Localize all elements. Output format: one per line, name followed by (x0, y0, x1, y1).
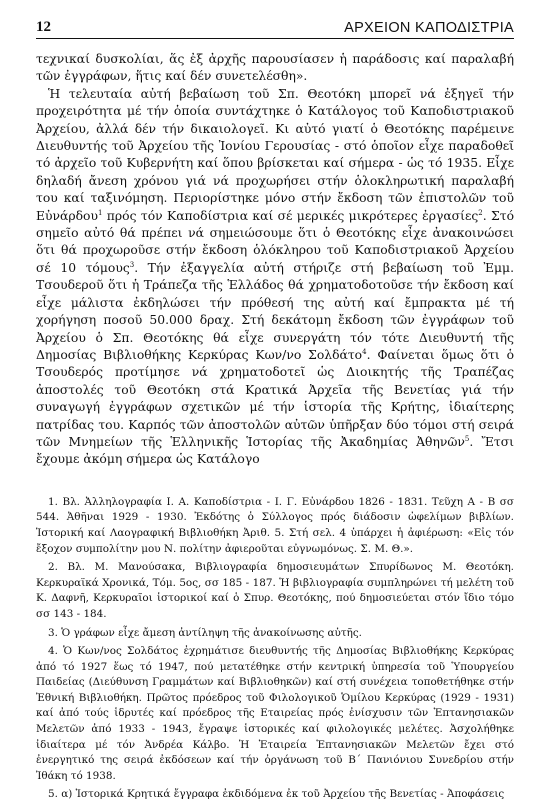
footnote-2: 2. Βλ. Μ. Μανούσακα, Βιβλιογραφία δημοσιευμάτων Σπυρίδωνος Μ. Θεοτόκη. Κερκυραϊκά Χρονικά, Τόμ. 5ος, σσ 185 - 187. Ἡ βιβλιογραφία συμπληρώνει τή μελέτη τοῦ Κ. Δαφνῆ, Κερκυραῖοι ἱστορικοί καί ὁ Σπυρ. Θεοτόκης, πού δημοσιεύεται στόν ἴδιο τόμο σσ 143 - 184. (36, 561, 514, 620)
footnote-4: 4. Ὁ Κων/νος Σολδάτος ἐχρημάτισε διευθυντής τῆς Δημοσίας Βιβλιοθήκης Κερκύρας ἀπό τό 1927 ἕως τό 1947, πού μετατέθηκε στήν κεντρική ὑπηρεσία τοῦ Ὑπουργείου Παιδείας (Διεύθυνση Γραμμάτων καί Βιβλιοθηκῶν) καί στή συνέχεια τοποθετήθηκε στήν Ἐθνική Βιβλιοθήκη. Πρῶτος πρόεδρος τοῦ Φιλολογικοῦ Ὁμίλου Κερκύρας (1929 - 1931) καί ἀπό τούς ἱδρυτές καί πρόεδρος τῆς Εταιρείας πρός ἐνίσχυσιν τῶν Ἑπτανησιακῶν Μελετῶν ἀπό 1933 - 1943, ἔγραψε ἱστορικές καί φιλολογικές μελέτες. Ἀσχολήθηκε ἰδιαίτερα μέ τόν Ἀνδρέα Κάλβο. Ἡ Ἑταιρεία Ἑπτανησιακῶν Μελετῶν ἔχει στό ἐνεργητικό της σειρά ἐκδόσεων καί τήν ὀργάνωση τοῦ Β΄ Πανιόνιου Συνεδρίου στήν Ἰθάκη τό 1938. (36, 645, 514, 782)
paragraph-text-segment: πρός τόν Καποδίστρια καί σέ μερικές μικρότερες ἐργασίες (102, 208, 479, 223)
main-text (36, 51, 514, 469)
paragraph-continuation: τεχνικαί δυσκολίαι, ἅς ἐξ ἀρχῆς παρουσίασεν ἡ παράδοσις καί παραλαβή τῶν ἐγγράφων, ἥτις καί δέν συνετελέσθη». (36, 52, 514, 84)
footnote-marker: 2 (478, 208, 483, 217)
footnote-3: 3. Ὁ γράφων εἶχε ἄμεση ἀντίληψη τῆς ἀνακοίνωσης αὐτῆς. (48, 626, 362, 639)
paragraph-text-segment: Ἡ τελευταία αὐτή βεβαίωση τοῦ Σπ. Θεοτόκη μπορεῖ νά ἐξηγεῖ τήν προχειρότητα μέ τήν ὁποία συντάχτηκε ὁ Κατάλογος τοῦ Καποδιστριακοῦ Ἀρχείου, ἀλλά δέν τήν δικαιολογεῖ. Κι αὐτό γιατί ὁ Θεοτόκης παρέμεινε Διευθυντής τοῦ Ἀρχείου τῆς Ἰονίου Γερουσίας - στό ὁποῖον εἶχε παραδοθεῖ τό ἀρχεῖο τοῦ Κυβερνήτη καί ὅπου βρίσκεται καί σήμερα - ὡς τό 1935. Εἶχε δηλαδή ἄνεση χρόνου γιά νά προχωρήσει στήν ὁλοκληρωτική παραλαβή του καί ταξινόμηση. Περιορίστηκε μόνο στήν ἔκδοση τῶν ἐπιστολῶν τοῦ Εὐνάρδου (36, 86, 514, 223)
paragraph (36, 86, 514, 469)
page-number: 12 (36, 19, 51, 35)
page-header (36, 14, 514, 39)
paragraph-text-segment: . Τήν ἐξαγγελία αὐτή στήριζε στή βεβαίωση τοῦ Ἐμμ. Τσουδεροῦ ὅτι ἡ Τράπεζα τῆς Ἑλλάδος θά χρηματοδοτοῦσε τήν ἔκδοση καί εἶχε μάλιστα ἐκδηλώσει τήν πρόθεσή της αὐτή καί ἔμπρακτα μέ τή χορήγηση ποσοῦ 50.000 δραχ. Στή δεκάτομη ἔκδοση τῶν ἐγγράφων τοῦ Ἀρχείου ὁ Σπ. Θεοτόκης θά εἶχε συνεργάτη τόν τότε Διευθυντή τῆς Δημοσίας Βιβλιοθήκης Κερκύρας Κων/νο Σολδάτο (36, 260, 514, 362)
footnote-1: 1. Βλ. Ἀλληλογραφία Ι. Α. Καποδίστρια - Ι. Γ. Εὐνάρδου 1826 - 1831. Τεῦχη Α - Β σσ 544. Ἀθῆναι 1929 - 1930. Ἐκδότης ὁ Σύλλογος πρός διάδοσιν ὠφελίμων βιβλίων. Ἱστορική καί Λαογραφική Βιβλιοθήκη Ἀριθ. 5. Στή σελ. 4 ὑπάρχει ἡ ἀφιέρωση: «Εἰς τόν ἔξοχον συμπολίτην μου Ν. πολίτην ἀφιεροῦται εὐγνωμόνως. Σ. Μ. Θ.». (36, 495, 514, 555)
footnote-marker: 1 (97, 208, 103, 217)
footnote-marker: 4 (362, 347, 367, 356)
footnote-marker: 5 (464, 434, 470, 443)
paragraph-text-segment: . Στό σημεῖο αὐτό θά πρέπει νά σημειώσουμε ὅτι ὁ Θεοτόκης εἶχε ἀνακοινώσει ὅτι θά προχωροῦσε στήν ἔκδοση ὁλόκληρου τοῦ Καποδιστριακοῦ Ἀρχείου σέ 10 τόμους (36, 208, 514, 275)
running-title: ΑΡΧΕΙΟΝ ΚΑΠΟΔΙΣΤΡΙΑ (344, 20, 514, 36)
paragraph-text-segment: . Φαίνεται ὅμως ὅτι ὁ Τσουδερός προτίμησε νά χρηματοδοτεῖ ὡς Διοικητής τῆς Τραπέζας ἀποστολές τοῦ Θεοτόκη στά Κρατικά Ἀρχεῖα τῆς Βενετίας γιά τήν συναγωγή ἐγγράφων σχετικῶν μέ τήν ἱστορία τῆς Κρήτης, ἰδιαίτερης πατρίδας του. Καρπός τῶν ἀποστολῶν αὐτῶν ὑπῆρξαν δύο τόμοι στή σειρά τῶν Μνημείων τῆς Ἑλληνικῆς Ἱστορίας τῆς Ἀκαδημίας Ἀθηνῶν (36, 347, 514, 449)
footnote-marker: 3 (129, 260, 135, 269)
footnote-5: 5. α) Ἱστορικά Κρητικά ἔγγραφα ἐκδιδόμενα ἐκ τοῦ Ἀρχείου τῆς Βενετίας - Ἀποφάσεις (48, 788, 505, 801)
document-page (36, 14, 514, 806)
footnotes (36, 495, 514, 803)
paragraph-text-segment: . Ἔτσι ἔχουμε ἀκόμη σήμερα ὡς Κατάλογο (36, 434, 514, 467)
